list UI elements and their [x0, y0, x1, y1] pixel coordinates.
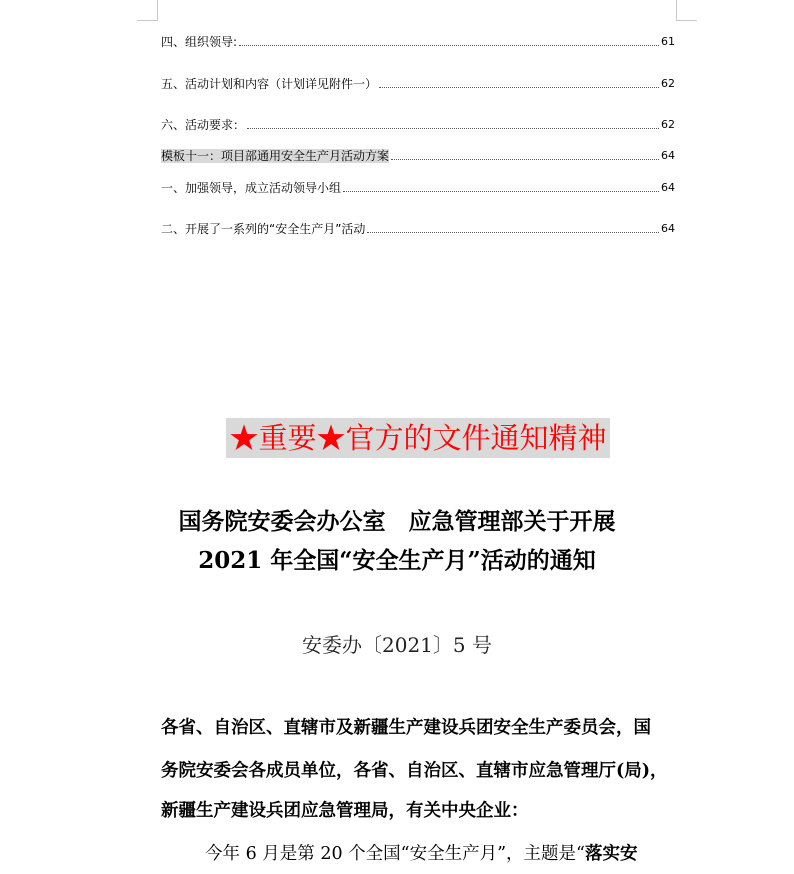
addressee-line-2: 务院安委会各成员单位，各省、自治区、直辖市应急管理厅(局)， [161, 761, 668, 781]
toc-entry-title: 六、活动要求： [161, 118, 246, 132]
body-paragraph [161, 841, 701, 867]
toc-entry-page: 64 [661, 181, 675, 194]
toc-entry[interactable] [161, 222, 675, 236]
toc-entry[interactable] [161, 77, 675, 91]
toc-entry-title: 二、开展了一系列的“安全生产月”活动 [161, 222, 366, 236]
addressee-line-3: 新疆生产建设兵团应急管理局，有关中央企业： [161, 801, 529, 821]
toc-leader-dots [391, 158, 659, 160]
toc-entry[interactable] [161, 181, 675, 195]
toc-leader-dots [367, 231, 659, 233]
body-text: 今年 6 月是第 20 个全国“安全生产月”，主题是“ [205, 844, 585, 864]
document-title-line-2: 2021 年全国“安全生产月”活动的通知 [198, 547, 596, 574]
toc-leader-dots [239, 44, 659, 46]
page-corner-mark-right [676, 0, 697, 21]
toc-leader-dots [343, 190, 659, 192]
document-title-line-1: 国务院安委会办公室 应急管理部关于开展 [178, 508, 616, 535]
toc-entry-title: 模板十一：项目部通用安全生产月活动方案 [161, 149, 390, 163]
toc-entry-page: 62 [661, 118, 675, 131]
toc-entry-page: 64 [661, 222, 675, 235]
toc-leader-dots [379, 86, 659, 88]
toc-entry-highlighted[interactable] [161, 149, 675, 163]
toc-leader-dots [247, 127, 659, 129]
toc-entry-page: 61 [661, 35, 675, 48]
toc-entry-page: 64 [661, 149, 675, 162]
toc-entry-title: 一、加强领导，成立活动领导小组 [161, 181, 342, 195]
document-number: 安委办〔2021〕5 号 [302, 633, 492, 657]
toc-entry-title: 五、活动计划和内容（计划详见附件一） [161, 77, 378, 91]
toc-entry-title: 四、组织领导: [161, 35, 238, 49]
body-bold-text: 落实安 [585, 844, 638, 864]
toc-entry-page: 62 [661, 77, 675, 90]
addressee-line-1: 各省、自治区、直辖市及新疆生产建设兵团安全生产委员会，国 [161, 718, 651, 738]
toc-entry[interactable] [161, 35, 675, 49]
important-banner: ★重要★官方的文件通知精神 [226, 418, 610, 458]
toc-entry[interactable] [161, 118, 675, 132]
page-corner-mark-left [137, 0, 158, 21]
